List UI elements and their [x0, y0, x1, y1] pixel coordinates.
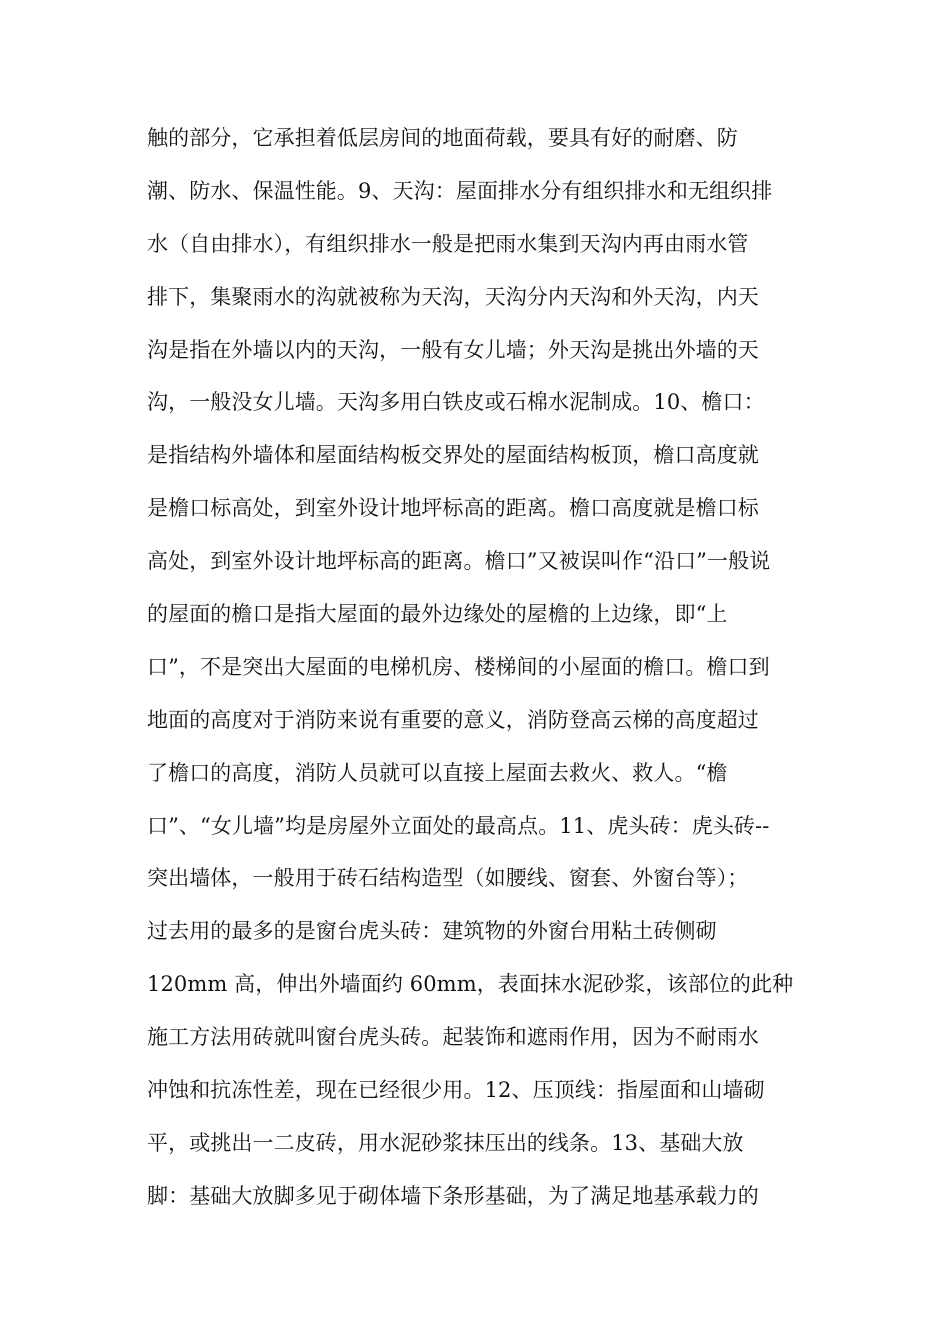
text-line: 口”，不是突出大屋面的电梯机房、楼梯间的小屋面的檐口。檐口到	[147, 654, 770, 679]
text-line: 是檐口标高处，到室外设计地坪标高的距离。檐口高度就是檐口标	[147, 496, 759, 521]
text-line: 沟是指在外墙以内的天沟，一般有女儿墙；外天沟是挑出外墙的天	[147, 337, 759, 362]
text-line: 120mm 高，伸出外墙面约 60mm，表面抹水泥砂浆，该部位的此种	[147, 972, 794, 997]
text-line: 过去用的最多的是窗台虎头砖：建筑物的外窗台用粘土砖侧砌	[147, 919, 717, 944]
text-line: 触的部分，它承担着低层房间的地面荷载，要具有好的耐磨、防	[147, 126, 738, 150]
text-line: 排下，集聚雨水的沟就被称为天沟，天沟分内天沟和外天沟，内天	[147, 284, 759, 309]
text-line: 水（自由排水），有组织排水一般是把雨水集到天沟内再由雨水管	[147, 231, 749, 256]
text-line: 口”、“女儿墙”均是房屋外立面处的最高点。11、虎头砖：虎头砖--	[147, 813, 770, 838]
text-line: 潮、防水、保温性能。9、天沟：屋面排水分有组织排水和无组织排	[147, 178, 773, 203]
text-line: 施工方法用砖就叫窗台虎头砖。起装饰和遮雨作用，因为不耐雨水	[147, 1025, 759, 1050]
text-line: 突出墙体，一般用于砖石结构造型（如腰线、窗套、外窗台等）；	[147, 866, 749, 891]
text-line: 冲蚀和抗冻性差，现在已经很少用。12、压顶线：指屋面和山墙砌	[147, 1078, 765, 1103]
text-line: 平，或挑出一二皮砖，用水泥砂浆抹压出的线条。13、基础大放	[147, 1130, 744, 1155]
text-line: 沟，一般没女儿墙。天沟多用白铁皮或石棉水泥制成。10、檐口：	[147, 390, 765, 415]
body-text	[147, 114, 807, 1225]
text-line: 脚：基础大放脚多见于砌体墙下条形基础，为了满足地基承载力的	[147, 1183, 759, 1208]
text-line: 高处，到室外设计地坪标高的距离。檐口”又被误叫作“沿口”一般说	[147, 549, 771, 574]
text-line: 地面的高度对于消防来说有重要的意义，消防登高云梯的高度超过	[147, 707, 759, 732]
text-line: 是指结构外墙体和屋面结构板交界处的屋面结构板顶，檐口高度就	[147, 443, 759, 468]
text-line: 的屋面的檐口是指大屋面的最外边缘处的屋檐的上边缘，即“上	[147, 602, 728, 627]
text-line: 了檐口的高度，消防人员就可以直接上屋面去救火、救人。“檐	[147, 760, 728, 785]
